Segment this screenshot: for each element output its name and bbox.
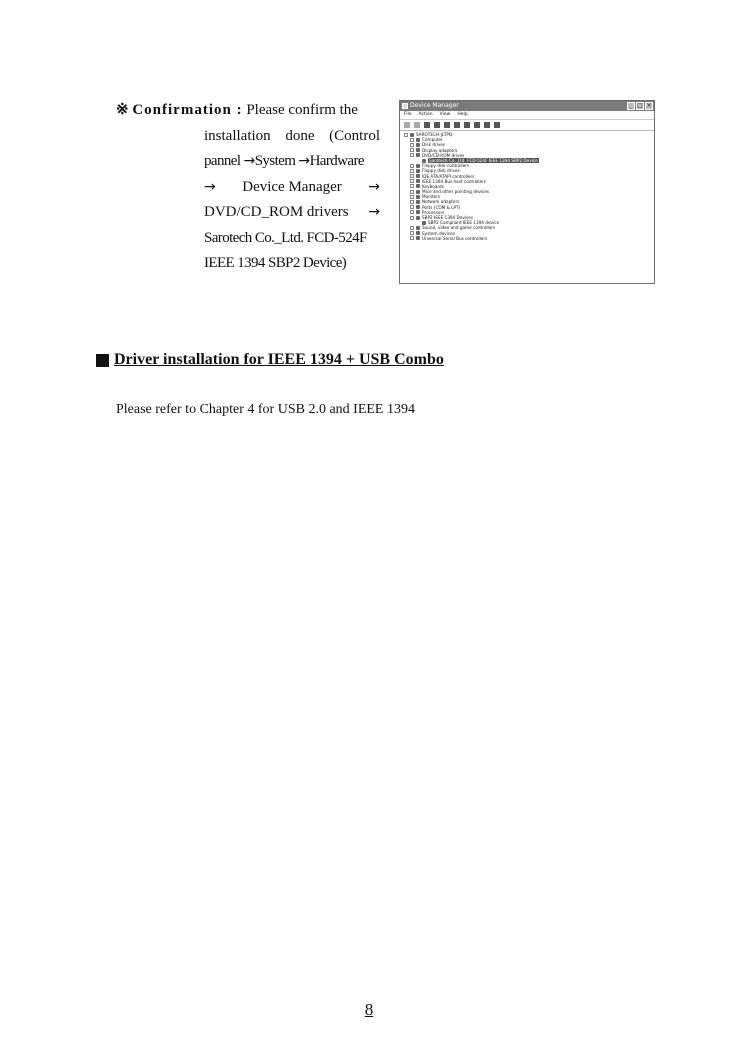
confirmation-line-7: IEEE 1394 SBP2 Device): [204, 255, 347, 271]
confirmation-line-6: Sarotech Co._Ltd. FCD-524F: [204, 229, 367, 246]
tree-row[interactable]: Sound, video and game controllers: [404, 225, 654, 230]
arrow-icon: →: [204, 178, 216, 195]
uninstall-icon[interactable]: [474, 122, 480, 128]
minimize-button[interactable]: _: [627, 102, 635, 110]
expand-icon[interactable]: [410, 205, 414, 209]
expand-icon[interactable]: [410, 143, 414, 147]
path-control-panel: pannel: [204, 153, 241, 169]
back-icon[interactable]: [404, 122, 410, 128]
arrow-icon: →: [243, 153, 255, 169]
menu-help[interactable]: Help: [457, 112, 468, 117]
controller-icon: [416, 164, 420, 168]
menu-action[interactable]: Action: [418, 112, 433, 117]
tree-row-selected[interactable]: Sarotech Co._Ltd. FCD-524F IEEE 1394 SBP2 Device: [404, 158, 654, 163]
menu-file[interactable]: File: [404, 112, 412, 117]
expand-icon[interactable]: [410, 195, 414, 199]
sound-icon: [416, 226, 420, 230]
page-number: 8: [364, 1000, 374, 1019]
cdrom-icon: [422, 159, 426, 163]
tree-row[interactable]: System devices: [404, 231, 654, 236]
keyboard-icon: [416, 184, 420, 188]
sbp2-icon: [422, 221, 426, 225]
processor-icon: [416, 210, 420, 214]
body-paragraph: Please refer to Chapter 4 for USB 2.0 and IEEE 1394: [116, 402, 415, 417]
window-titlebar: [400, 101, 654, 111]
device-manager-screenshot: [399, 100, 655, 284]
computer-icon: [410, 133, 414, 137]
tree-row[interactable]: Universal Serial Bus controllers: [404, 236, 654, 241]
confirmation-line-5: [116, 200, 380, 226]
monitor-icon: [416, 195, 420, 199]
expand-icon[interactable]: [410, 190, 414, 194]
collapse-icon[interactable]: [410, 216, 414, 220]
section-heading: [96, 351, 444, 369]
tree-row[interactable]: SBP2 IEEE 1394 Devices: [404, 215, 654, 220]
expand-icon[interactable]: [410, 226, 414, 230]
tree-row[interactable]: IEEE 1394 Bus host controllers: [404, 179, 654, 184]
maximize-button[interactable]: □: [637, 102, 643, 109]
tree-row[interactable]: Display adapters: [404, 148, 654, 153]
confirmation-text-1: Please confirm the: [246, 102, 358, 118]
menu-bar: [400, 111, 654, 120]
disable-icon[interactable]: [484, 122, 490, 128]
expand-icon[interactable]: [410, 164, 414, 168]
disk-icon: [416, 143, 420, 147]
expand-icon[interactable]: [410, 179, 414, 183]
arrow-icon: →: [368, 204, 380, 220]
computer-icon: [416, 138, 420, 142]
arrow-icon: →: [368, 178, 380, 195]
expand-icon[interactable]: [410, 236, 414, 240]
expand-icon[interactable]: [410, 231, 414, 235]
confirmation-line-1: [116, 98, 380, 124]
controller-icon: [416, 179, 420, 183]
arrow-icon: →: [298, 153, 310, 169]
tree-row[interactable]: SBP2 Compliant IEEE 1394 device: [404, 220, 654, 225]
tree-row[interactable]: Mice and other pointing devices: [404, 189, 654, 194]
tree-row[interactable]: DVD/CD-ROM drives: [404, 153, 654, 158]
mouse-icon: [416, 190, 420, 194]
system-icon: [416, 231, 420, 235]
window-title: Device Manager: [410, 102, 459, 109]
collapse-icon[interactable]: [404, 133, 408, 137]
expand-icon[interactable]: [410, 210, 414, 214]
tree-row[interactable]: Ports (COM & LPT): [404, 205, 654, 210]
properties-icon[interactable]: [424, 122, 430, 128]
usb-icon: [416, 236, 420, 240]
forward-icon[interactable]: [414, 122, 420, 128]
network-icon: [416, 200, 420, 204]
tree-row[interactable]: IDE ATA/ATAPI controllers: [404, 174, 654, 179]
expand-icon[interactable]: [410, 200, 414, 204]
expand-icon[interactable]: [410, 138, 414, 142]
scan-icon[interactable]: [464, 122, 470, 128]
section-title: Driver installation for IEEE 1394 + USB Combo: [114, 351, 444, 368]
path-dvd-drivers: DVD/CD_ROM drivers: [204, 204, 349, 220]
tree-row[interactable]: Network adapters: [404, 199, 654, 204]
expand-icon[interactable]: [410, 184, 414, 188]
confirmation-line-2: installation done (Control: [204, 127, 380, 144]
display-icon: [416, 148, 420, 152]
tree-row[interactable]: Computer: [404, 137, 654, 142]
toolbar: [400, 120, 654, 131]
update-icon[interactable]: [434, 122, 440, 128]
confirmation-line-3: [116, 149, 380, 175]
path-system: System: [254, 153, 296, 169]
controller-icon: [416, 174, 420, 178]
tree-row[interactable]: Keyboards: [404, 184, 654, 189]
port-icon: [416, 205, 420, 209]
menu-view[interactable]: View: [439, 112, 451, 117]
expand-icon[interactable]: [410, 174, 414, 178]
enable-icon[interactable]: [494, 122, 500, 128]
tree-row[interactable]: SAROTECH-JLTPQ: [404, 132, 654, 137]
tree-row[interactable]: Processors: [404, 210, 654, 215]
expand-icon[interactable]: [410, 169, 414, 173]
help-icon[interactable]: [454, 122, 460, 128]
device-tree: [400, 131, 654, 241]
expand-icon[interactable]: [410, 148, 414, 152]
square-bullet-icon: [96, 354, 109, 367]
path-device-manager: Device Manager: [242, 178, 342, 195]
close-button[interactable]: ×: [646, 102, 652, 109]
path-hardware: Hardware: [309, 153, 364, 169]
floppy-icon: [416, 169, 420, 173]
window-controls: [627, 102, 653, 110]
tree-row[interactable]: Monitors: [404, 194, 654, 199]
tree-row[interactable]: Disk drives: [404, 142, 654, 147]
confirmation-line-4: [116, 175, 380, 201]
sbp2-icon: [416, 216, 420, 220]
tree-row[interactable]: Floppy disk controllers: [404, 163, 654, 168]
collapse-icon[interactable]: [410, 153, 414, 157]
cdrom-icon: [416, 153, 420, 157]
device-manager-icon: [402, 103, 408, 109]
print-icon[interactable]: [444, 122, 450, 128]
confirmation-lead: Confirmation :: [132, 102, 243, 118]
reference-mark: ※: [116, 102, 129, 118]
tree-row[interactable]: Floppy disk drives: [404, 168, 654, 173]
confirmation-paragraph: [116, 98, 380, 277]
